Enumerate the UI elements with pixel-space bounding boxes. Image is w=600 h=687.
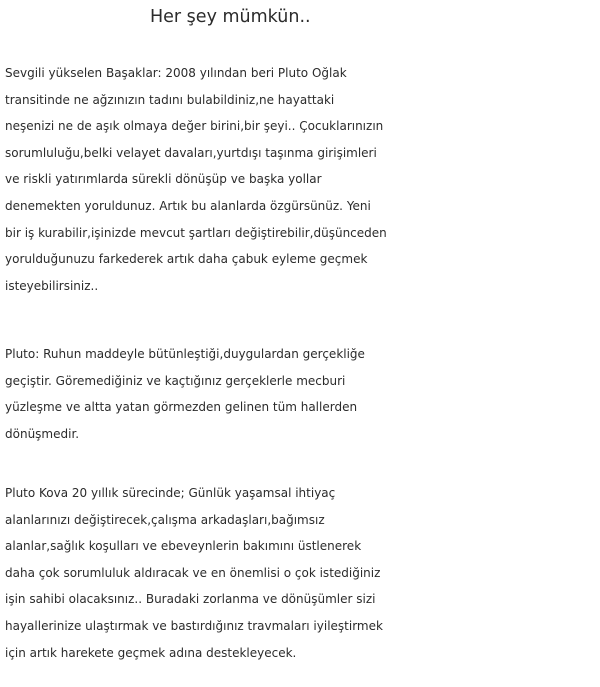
text-line: daha çok sorumluluk aldıracak ve en önemlisi o çok istediğiniz <box>5 565 381 580</box>
paragraph-pluto-definition <box>5 341 597 447</box>
text-line: yorulduğunuzu farkederek artık daha çabuk eyleme geçmek <box>5 252 368 267</box>
text-line: hayallerinize ulaştırmak ve bastırdığınız travmaları iyileştirmek <box>5 618 383 633</box>
text-line: neşenizi ne de aşık olmaya değer birini,bir şeyi.. Çocuklarınızın <box>5 119 384 134</box>
text-line: transitinde ne ağzınızın tadını bulabildiniz,ne hayattaki <box>5 92 335 107</box>
text-line: alanlar,sağlık koşulları ve ebeveynlerin bakımını üstlenerek <box>5 539 362 554</box>
text-line: sorumluluğu,belki velayet davaları,yurtdışı taşınma girişimleri <box>5 145 377 160</box>
text-line: için artık harekete geçmek adına destekleyecek. <box>5 645 297 660</box>
text-line: Sevgili yükselen Başaklar: 2008 yılından beri Pluto Oğlak <box>5 66 347 80</box>
text-line: alanlarınızı değiştirecek,çalışma arkadaşları,bağımsız <box>5 512 325 527</box>
text-line: Pluto: Ruhun maddeyle bütünleştiği,duygulardan gerçekliğe <box>5 347 365 361</box>
text-line: dönüşmedir. <box>5 426 80 441</box>
text-line: bir iş kurabilir,işinizde mevcut şartları değiştirebilir,düşünceden <box>5 225 387 240</box>
text-line: ve riskli yatırımlarda sürekli dönüşüp ve başka yollar <box>5 172 322 187</box>
text-line: yüzleşme ve altta yatan görmezden gelinen tüm hallerden <box>5 400 358 415</box>
paragraph-pluto-aquarius <box>5 480 597 666</box>
paragraph-intro <box>5 60 597 299</box>
text-line: isteyebilirsiniz.. <box>5 278 99 293</box>
text-line: Pluto Kova 20 yıllık sürecinde; Günlük yaşamsal ihtiyaç <box>5 486 336 500</box>
text-line: denemekten yoruldunuz. Artık bu alanlarda özgürsünüz. Yeni <box>5 198 371 213</box>
text-line: geçiştir. Göremediğiniz ve kaçtığınız gerçeklerle mecburi <box>5 373 346 388</box>
text-line: işin sahibi olacaksınız.. Buradaki zorlanma ve dönüşümler sizi <box>5 592 376 607</box>
page-title: Her şey mümkün.. <box>150 7 311 27</box>
